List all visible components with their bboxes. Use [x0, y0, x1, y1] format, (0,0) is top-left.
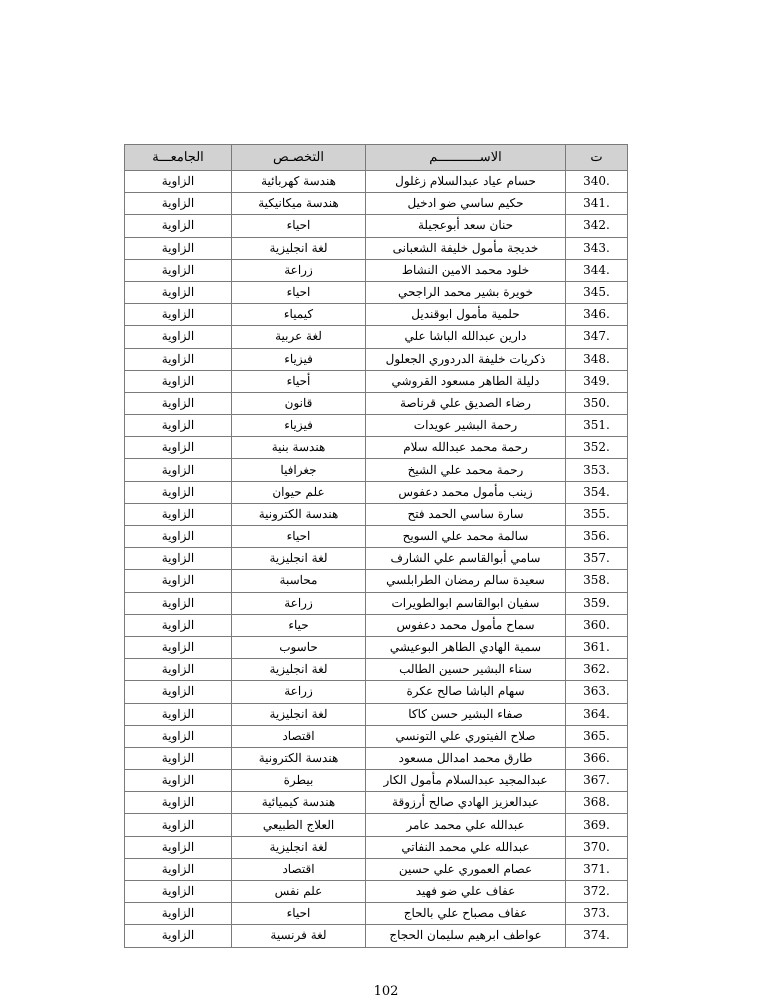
cell-number: 367.: [566, 770, 628, 792]
table-header: [125, 145, 628, 171]
cell-name: دليلة الطاهر مسعود القروشي: [366, 370, 566, 392]
cell-specialization: زراعة: [232, 681, 366, 703]
cell-name: دارين عبدالله الباشا علي: [366, 326, 566, 348]
cell-specialization: هندسة كهربائية: [232, 171, 366, 193]
cell-number: 355.: [566, 503, 628, 525]
cell-university: الزاوية: [125, 548, 232, 570]
table-row: [125, 703, 628, 725]
cell-number: 345.: [566, 281, 628, 303]
table-row: [125, 592, 628, 614]
cell-number: 340.: [566, 171, 628, 193]
table-row: [125, 770, 628, 792]
cell-university: الزاوية: [125, 437, 232, 459]
table-body: [125, 171, 628, 948]
cell-name: سعيدة سالم رمضان الطرابلسي: [366, 570, 566, 592]
table-row: [125, 614, 628, 636]
cell-number: 358.: [566, 570, 628, 592]
cell-name: عبدالعزيز الهادي صالح أرزوقة: [366, 792, 566, 814]
cell-university: الزاوية: [125, 348, 232, 370]
table-row: [125, 237, 628, 259]
cell-specialization: احياء: [232, 281, 366, 303]
cell-specialization: لغة انجليزية: [232, 836, 366, 858]
table-row: [125, 681, 628, 703]
cell-number: 373.: [566, 903, 628, 925]
cell-number: 359.: [566, 592, 628, 614]
table-row: [125, 215, 628, 237]
cell-name: عواطف ابرهيم سليمان الحجاج: [366, 925, 566, 947]
cell-university: الزاوية: [125, 304, 232, 326]
cell-number: 362.: [566, 659, 628, 681]
cell-specialization: لغة انجليزية: [232, 659, 366, 681]
cell-university: الزاوية: [125, 215, 232, 237]
cell-name: حنان سعد أبوعجيلة: [366, 215, 566, 237]
cell-name: عفاف علي ضو فهيد: [366, 881, 566, 903]
cell-university: الزاوية: [125, 770, 232, 792]
cell-number: 341.: [566, 193, 628, 215]
cell-number: 356.: [566, 526, 628, 548]
cell-university: الزاوية: [125, 925, 232, 947]
cell-number: 374.: [566, 925, 628, 947]
table-row: [125, 481, 628, 503]
table-row: [125, 725, 628, 747]
cell-specialization: علم حيوان: [232, 481, 366, 503]
cell-specialization: لغة انجليزية: [232, 237, 366, 259]
cell-university: الزاوية: [125, 237, 232, 259]
cell-specialization: جغرافيا: [232, 459, 366, 481]
cell-specialization: احياء: [232, 526, 366, 548]
cell-number: 350.: [566, 392, 628, 414]
cell-specialization: هندسة الكترونية: [232, 503, 366, 525]
cell-university: الزاوية: [125, 836, 232, 858]
cell-specialization: هندسة كيميائية: [232, 792, 366, 814]
table-row: [125, 348, 628, 370]
table-row: [125, 814, 628, 836]
header-row: [125, 145, 628, 171]
cell-specialization: هندسة الكترونية: [232, 747, 366, 769]
cell-number: 342.: [566, 215, 628, 237]
table-row: [125, 903, 628, 925]
table-row: [125, 792, 628, 814]
cell-university: الزاوية: [125, 570, 232, 592]
cell-name: طارق محمد امدالل مسعود: [366, 747, 566, 769]
cell-name: حلمية مأمول ابوقنديل: [366, 304, 566, 326]
cell-university: الزاوية: [125, 415, 232, 437]
cell-name: سناء البشير حسين الطالب: [366, 659, 566, 681]
header-specialization: التخصـص: [232, 145, 366, 171]
cell-specialization: حياء: [232, 614, 366, 636]
cell-name: خويرة بشير محمد الراجحي: [366, 281, 566, 303]
cell-university: الزاوية: [125, 503, 232, 525]
cell-university: الزاوية: [125, 259, 232, 281]
cell-name: صلاح الفيتوري علي التونسي: [366, 725, 566, 747]
table-row: [125, 925, 628, 947]
cell-name: رضاء الصديق علي قرناصة: [366, 392, 566, 414]
cell-name: حكيم ساسي ضو ادخيل: [366, 193, 566, 215]
cell-name: سفيان ابوالقاسم ابوالطويرات: [366, 592, 566, 614]
table-row: [125, 570, 628, 592]
cell-university: الزاوية: [125, 792, 232, 814]
header-university: الجامعـــة: [125, 145, 232, 171]
cell-number: 364.: [566, 703, 628, 725]
cell-name: صفاء البشير حسن كاكا: [366, 703, 566, 725]
cell-number: 352.: [566, 437, 628, 459]
cell-university: الزاوية: [125, 681, 232, 703]
cell-university: الزاوية: [125, 814, 232, 836]
table-row: [125, 881, 628, 903]
table-row: [125, 370, 628, 392]
cell-university: الزاوية: [125, 481, 232, 503]
cell-number: 369.: [566, 814, 628, 836]
cell-name: رحمة محمد عبدالله سلام: [366, 437, 566, 459]
table-row: [125, 503, 628, 525]
students-table: [124, 144, 628, 948]
cell-specialization: بيطرة: [232, 770, 366, 792]
cell-name: عبدالله علي محمد عامر: [366, 814, 566, 836]
cell-specialization: احياء: [232, 215, 366, 237]
cell-number: 354.: [566, 481, 628, 503]
cell-number: 365.: [566, 725, 628, 747]
cell-specialization: لغة انجليزية: [232, 548, 366, 570]
cell-number: 363.: [566, 681, 628, 703]
cell-university: الزاوية: [125, 459, 232, 481]
table-row: [125, 304, 628, 326]
cell-specialization: العلاج الطبيعي: [232, 814, 366, 836]
cell-number: 357.: [566, 548, 628, 570]
cell-name: ذكريات خليفة الدردوري الجعلول: [366, 348, 566, 370]
cell-specialization: زراعة: [232, 592, 366, 614]
cell-university: الزاوية: [125, 659, 232, 681]
table-row: [125, 259, 628, 281]
cell-number: 366.: [566, 747, 628, 769]
table-row: [125, 659, 628, 681]
cell-specialization: فيزياء: [232, 415, 366, 437]
page-number: 102: [373, 984, 399, 999]
cell-university: الزاوية: [125, 858, 232, 880]
table-row: [125, 281, 628, 303]
cell-name: عبدالله علي محمد النفاتي: [366, 836, 566, 858]
table-row: [125, 415, 628, 437]
cell-university: الزاوية: [125, 326, 232, 348]
cell-number: 343.: [566, 237, 628, 259]
table-row: [125, 858, 628, 880]
table-row: [125, 437, 628, 459]
cell-name: سمية الهادي الطاهر البوعيشي: [366, 636, 566, 658]
cell-number: 372.: [566, 881, 628, 903]
cell-name: خلود محمد الامين النشاط: [366, 259, 566, 281]
table-row: [125, 526, 628, 548]
cell-number: 344.: [566, 259, 628, 281]
cell-university: الزاوية: [125, 636, 232, 658]
cell-specialization: أحياء: [232, 370, 366, 392]
cell-name: عفاف مصباح علي بالحاج: [366, 903, 566, 925]
cell-name: حسام عياد عبدالسلام زغلول: [366, 171, 566, 193]
cell-specialization: زراعة: [232, 259, 366, 281]
cell-university: الزاوية: [125, 281, 232, 303]
cell-university: الزاوية: [125, 370, 232, 392]
cell-name: سماح مأمول محمد دعفوس: [366, 614, 566, 636]
cell-specialization: اقتصاد: [232, 858, 366, 880]
cell-university: الزاوية: [125, 881, 232, 903]
cell-name: سهام الباشا صالح عكرة: [366, 681, 566, 703]
cell-university: الزاوية: [125, 526, 232, 548]
cell-specialization: لغة انجليزية: [232, 703, 366, 725]
cell-specialization: حاسوب: [232, 636, 366, 658]
cell-number: 348.: [566, 348, 628, 370]
header-number: ت: [566, 145, 628, 171]
cell-university: الزاوية: [125, 725, 232, 747]
cell-specialization: هندسة ميكانيكية: [232, 193, 366, 215]
cell-specialization: قانون: [232, 392, 366, 414]
cell-university: الزاوية: [125, 747, 232, 769]
cell-specialization: علم نفس: [232, 881, 366, 903]
cell-number: 370.: [566, 836, 628, 858]
cell-specialization: هندسة بنية: [232, 437, 366, 459]
cell-specialization: محاسبة: [232, 570, 366, 592]
header-name: الاســـــــــــم: [366, 145, 566, 171]
cell-university: الزاوية: [125, 592, 232, 614]
cell-name: سالمة محمد علي السويح: [366, 526, 566, 548]
table-row: [125, 392, 628, 414]
cell-name: رحمة البشير عويدات: [366, 415, 566, 437]
table-row: [125, 548, 628, 570]
table-row: [125, 747, 628, 769]
cell-specialization: احياء: [232, 903, 366, 925]
cell-specialization: لغة فرنسية: [232, 925, 366, 947]
table-row: [125, 171, 628, 193]
cell-name: خديجة مأمول خليفة الشعبانى: [366, 237, 566, 259]
cell-name: زينب مأمول محمد دعفوس: [366, 481, 566, 503]
cell-name: رحمة محمد علي الشيخ: [366, 459, 566, 481]
table-row: [125, 459, 628, 481]
table-row: [125, 836, 628, 858]
table-row: [125, 636, 628, 658]
cell-name: سارة ساسي الحمد فتح: [366, 503, 566, 525]
cell-specialization: فيزياء: [232, 348, 366, 370]
cell-university: الزاوية: [125, 614, 232, 636]
cell-name: سامي أبوالقاسم علي الشارف: [366, 548, 566, 570]
cell-name: عصام العموري علي حسين: [366, 858, 566, 880]
cell-number: 351.: [566, 415, 628, 437]
cell-university: الزاوية: [125, 171, 232, 193]
table-row: [125, 326, 628, 348]
cell-number: 346.: [566, 304, 628, 326]
table-row: [125, 193, 628, 215]
cell-number: 371.: [566, 858, 628, 880]
cell-name: عبدالمجيد عبدالسلام مأمول الكار: [366, 770, 566, 792]
cell-number: 368.: [566, 792, 628, 814]
cell-number: 347.: [566, 326, 628, 348]
cell-university: الزاوية: [125, 703, 232, 725]
cell-university: الزاوية: [125, 392, 232, 414]
cell-university: الزاوية: [125, 193, 232, 215]
cell-number: 361.: [566, 636, 628, 658]
cell-specialization: كيمياء: [232, 304, 366, 326]
cell-university: الزاوية: [125, 903, 232, 925]
cell-number: 353.: [566, 459, 628, 481]
cell-number: 349.: [566, 370, 628, 392]
cell-specialization: لغة عربية: [232, 326, 366, 348]
cell-specialization: اقتصاد: [232, 725, 366, 747]
cell-number: 360.: [566, 614, 628, 636]
